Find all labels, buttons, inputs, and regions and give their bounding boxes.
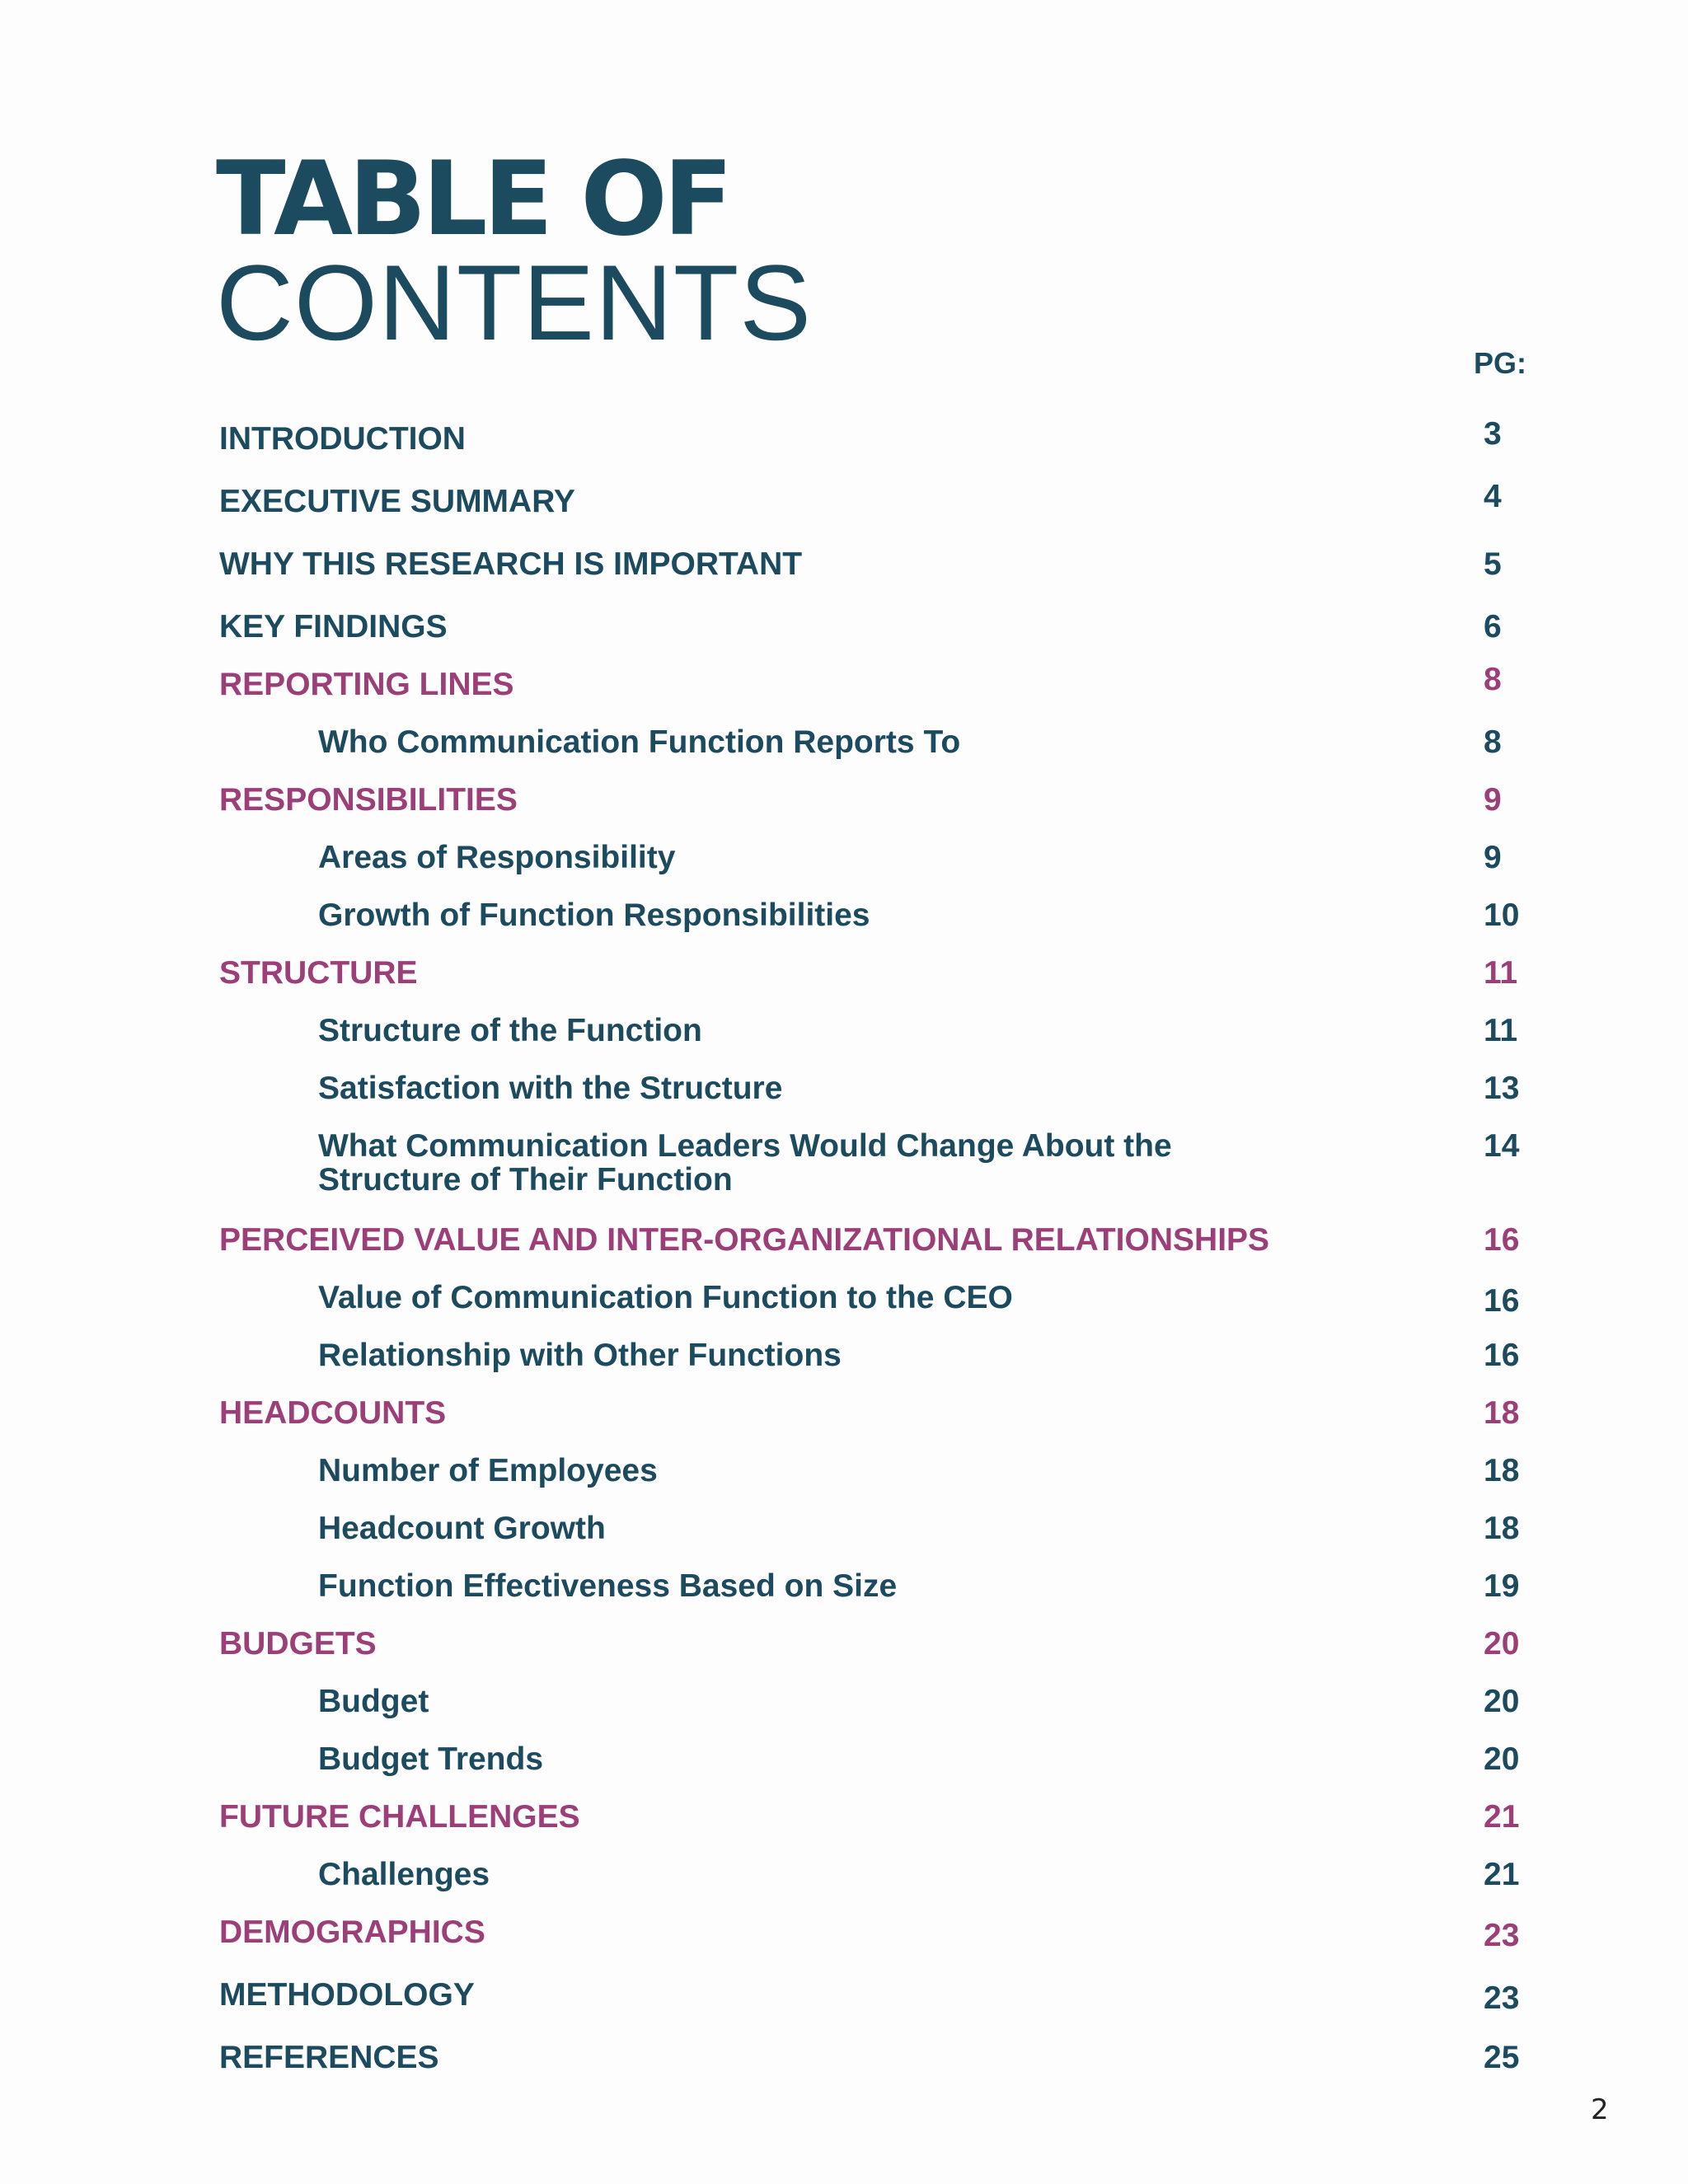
toc-entry-page: 21 bbox=[1484, 1857, 1520, 1892]
toc-entry-page: 3 bbox=[1484, 416, 1502, 452]
toc-entry-label: FUTURE CHALLENGES bbox=[219, 1799, 580, 1835]
toc-entry-label: Structure of the Function bbox=[318, 1013, 702, 1048]
toc-entry-page: 14 bbox=[1484, 1128, 1520, 1164]
page-column-header: PG: bbox=[1474, 346, 1527, 380]
toc-entry-page: 9 bbox=[1484, 840, 1502, 875]
toc-entry-page: 16 bbox=[1484, 1283, 1520, 1319]
toc-entry-label: Budget Trends bbox=[318, 1741, 544, 1777]
toc-entry-page: 18 bbox=[1484, 1511, 1520, 1546]
toc-entry-label: What Communication Leaders Would Change About the Structure of Their Function bbox=[318, 1128, 1172, 1197]
toc-entry-label: STRUCTURE bbox=[219, 955, 418, 991]
toc-entry-label: Relationship with Other Functions bbox=[318, 1338, 842, 1373]
toc-entry-page: 20 bbox=[1484, 1626, 1520, 1661]
toc-entry-label: METHODOLOGY bbox=[219, 1977, 475, 2013]
toc-entry-page: 20 bbox=[1484, 1741, 1520, 1777]
toc-entry-page: 11 bbox=[1484, 1013, 1518, 1048]
toc-entry-label: RESPONSIBILITIES bbox=[219, 782, 518, 818]
toc-entry-label: PERCEIVED VALUE AND INTER-ORGANIZATIONAL RELATIONSHIPS bbox=[219, 1222, 1270, 1258]
toc-entry-label: Challenges bbox=[318, 1857, 490, 1892]
toc-entry-label: HEADCOUNTS bbox=[219, 1395, 447, 1431]
toc-entry-label: EXECUTIVE SUMMARY bbox=[219, 484, 575, 519]
toc-entry-label: Areas of Responsibility bbox=[318, 840, 676, 875]
toc-entry-label: INTRODUCTION bbox=[219, 421, 466, 457]
toc-entry-page: 4 bbox=[1484, 479, 1502, 514]
toc-entry-page: 9 bbox=[1484, 782, 1502, 818]
toc-entry-page: 23 bbox=[1484, 1980, 1520, 2016]
toc-entry-label: Value of Communication Function to the CEO bbox=[318, 1280, 1013, 1315]
toc-entry-page: 19 bbox=[1484, 1568, 1520, 1604]
toc-entry-label: Satisfaction with the Structure bbox=[318, 1071, 783, 1106]
toc-entry-page: 8 bbox=[1484, 662, 1502, 697]
toc-entry-page: 20 bbox=[1484, 1684, 1520, 1719]
toc-entry-page: 6 bbox=[1484, 609, 1502, 644]
title-line-1: TABLE OF bbox=[216, 140, 729, 259]
toc-entry-page: 25 bbox=[1484, 2040, 1520, 2075]
toc-entry-label: Number of Employees bbox=[318, 1453, 658, 1488]
toc-entry-page: 13 bbox=[1484, 1071, 1520, 1106]
toc-entry-label: Function Effectiveness Based on Size bbox=[318, 1568, 898, 1604]
page-number: 2 bbox=[1591, 2093, 1609, 2126]
toc-entry-page: 23 bbox=[1484, 1918, 1520, 1953]
toc-entry-label: Headcount Growth bbox=[318, 1511, 606, 1546]
toc-entry-page: 18 bbox=[1484, 1453, 1520, 1488]
toc-entry-label: DEMOGRAPHICS bbox=[219, 1915, 485, 1950]
toc-entry-page: 16 bbox=[1484, 1338, 1520, 1373]
toc-entry-page: 16 bbox=[1484, 1222, 1520, 1258]
toc-entry-label: REPORTING LINES bbox=[219, 667, 514, 702]
toc-entry-page: 18 bbox=[1484, 1395, 1520, 1431]
toc-entry-label: WHY THIS RESEARCH IS IMPORTANT bbox=[219, 546, 803, 582]
toc-entry-page: 11 bbox=[1484, 955, 1518, 991]
toc-entry-page: 10 bbox=[1484, 898, 1520, 933]
toc-entry-page: 8 bbox=[1484, 724, 1502, 760]
toc-entry-page: 5 bbox=[1484, 546, 1502, 582]
toc-entry-label: KEY FINDINGS bbox=[219, 609, 448, 644]
toc-entry-label: Who Communication Function Reports To bbox=[318, 724, 961, 760]
title-line-2: CONTENTS bbox=[216, 242, 812, 363]
toc-entry-label: Growth of Function Responsibilities bbox=[318, 898, 870, 933]
toc-entry-label: BUDGETS bbox=[219, 1626, 377, 1661]
toc-entry-page: 21 bbox=[1484, 1799, 1520, 1835]
toc-entry-label: REFERENCES bbox=[219, 2040, 439, 2075]
toc-entry-label: Budget bbox=[318, 1684, 429, 1719]
